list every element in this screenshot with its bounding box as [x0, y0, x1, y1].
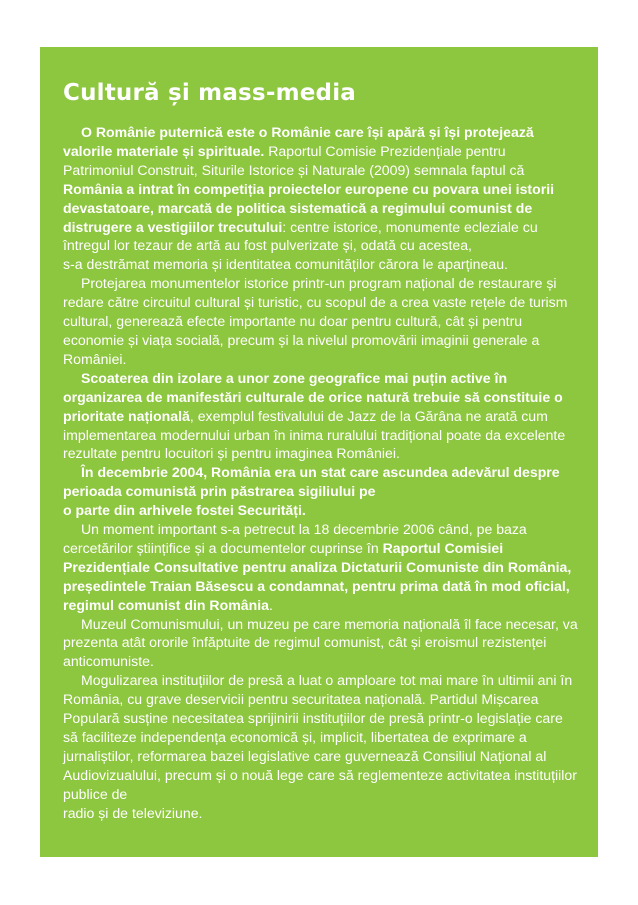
paragraph-2: Protejarea monumentelor istorice printr-un program național de restaurare și redare către circuitul cultural și turistic, cu scopul de a crea vaste rețele de turism cultural, generează efecte importante nu doar pentru cultură, cât și pentru economie și viața socială, precum și la nivelul promovării imaginii generale a României. [63, 275, 568, 367]
paragraph-6: Muzeul Comunismului, un muzeu pe care memoria națională îl face necesar, va prezenta atât ororile înfăptuite de regimul comunist, cât și eroismul rezistenței anticomuniste. [63, 615, 578, 670]
text: : centre istorice, monumente ecleziale cu întregul lor tezaur de artă au fost pulverizate și, odată cu acestea, [63, 218, 538, 254]
paragraph-5 [63, 520, 579, 615]
bold-text: O Românie puternică este o Românie care își apără și își protejează valorile materiale și spirituale. [63, 124, 534, 159]
text: Un moment important s-a petrecut la 18 decembrie 2006 când, pe baza cercetărilor științifice și a documentelor cuprinse în [63, 521, 527, 556]
paragraph-4 [63, 463, 579, 501]
bold-text: În decembrie 2004, România era un stat care ascundea adevărul despre perioada comunistă prin păstrarea sigiliului pe [63, 464, 560, 500]
paragraph-7: Mogulizarea instituțiilor de presă a luat o amploare tot mai mare în ultimii ani în România, cu grave deservicii pentru securitatea națională. Partidul Mișcarea Populară susține necesitatea sprijinirii instituțiilor de presă printr-o legislație care să faciliteze independența economică și, implicit, libertatea de exprimare a jurnaliștilor, reformarea bazei legislative care guvernează Consiliul Național al Audiovizualului, precum și o nouă lege care să reglementeze activitatea instituțiilor publice de [63, 672, 577, 802]
text: . [268, 596, 273, 613]
paragraph-4-end [63, 501, 579, 520]
bold-text: Scoaterea din izolare a unor zone geografice mai puțin active în organizarea de manifestări culturale de orice natură trebuie să constituie o prioritate națională [63, 369, 563, 424]
bold-text: România a intrat în competiția proiectelor europene cu povara unei istorii devastatoare, marcată de politica sistematică a regimului comunist de distrugere a vestigiilor trecutului [63, 180, 555, 235]
bold-text: o parte din arhivele fostei Securități. [63, 502, 306, 519]
text: Raportul Comisie Prezidențiale pentru Patrimoniul Construit, Siturile Istorice și Naturale (2009) semnala faptul că [63, 142, 525, 178]
bold-text: Raportul Comisiei Prezidențiale Consultative pentru analiza Dictaturii Comuniste din România, președintele Traian Băsescu a condamnat, pentru prima dată în mod oficial, regimul comunist din România [63, 539, 572, 613]
body-text [63, 123, 579, 823]
paragraph-1 [63, 123, 579, 255]
paragraph-7-end: radio și de televiziune. [63, 804, 203, 821]
paragraph-3 [63, 369, 579, 464]
text: , exemplul festivalului de Jazz de la Gărâna ne arată cum implementarea modernului urban în inima ruralului tradițional poate da excelente rezultate pentru locuitori și pentru imaginea României. [63, 407, 566, 462]
page-title: Cultură și mass-media [63, 80, 357, 106]
paragraph-1-end: s-a destrămat memoria și identitatea comunităților cărora le aparțineau. [63, 256, 508, 273]
